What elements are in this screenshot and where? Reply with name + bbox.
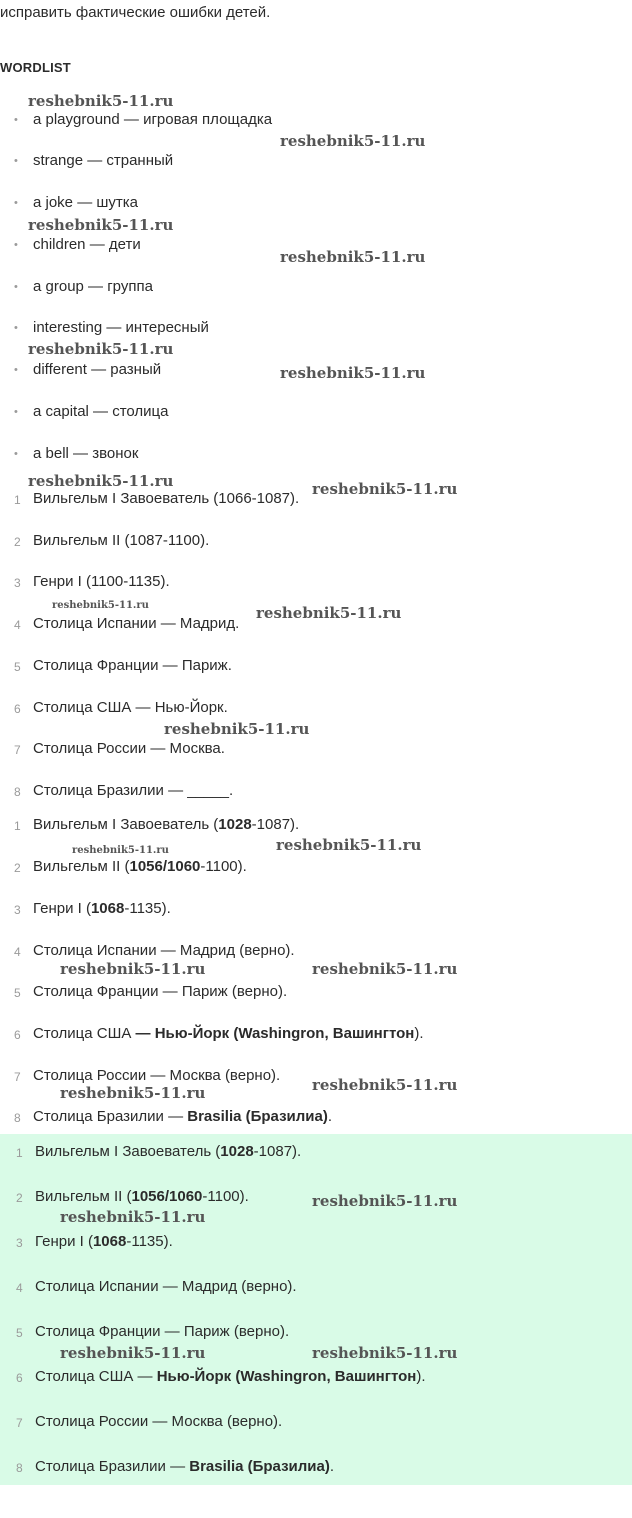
answer-number: 1 xyxy=(16,1146,23,1160)
watermark: reshebnik5-11.ru xyxy=(28,472,174,490)
fact-text: Столица Франции — Париж. xyxy=(33,657,232,674)
watermark: reshebnik5-11.ru xyxy=(60,1084,206,1102)
wordlist-item: a group — группа xyxy=(33,278,153,295)
answer-number: 2 xyxy=(16,1191,23,1205)
watermark: reshebnik5-11.ru xyxy=(28,92,174,110)
watermark: reshebnik5-11.ru xyxy=(280,364,426,382)
watermark: reshebnik5-11.ru xyxy=(312,1344,458,1362)
watermark: reshebnik5-11.ru xyxy=(280,132,426,150)
bullet-icon: • xyxy=(14,114,18,126)
bullet-icon: • xyxy=(14,448,18,460)
fact-text: Столица России — Москва. xyxy=(33,740,225,757)
watermark: reshebnik5-11.ru xyxy=(60,960,206,978)
answer-text: Столица России — Москва (верно). xyxy=(35,1413,283,1430)
bullet-icon: • xyxy=(14,364,18,376)
intro-text: исправить фактические ошибки детей. xyxy=(0,4,271,21)
corrected-text: Столица США — Нью-Йорк (Washingron, Вашингтон). xyxy=(33,1025,424,1042)
answer-number: 7 xyxy=(16,1416,23,1430)
watermark: reshebnik5-11.ru xyxy=(312,960,458,978)
answer-number: 6 xyxy=(16,1371,23,1385)
fact-text: Столица Испании — Мадрид. xyxy=(33,615,240,632)
watermark: reshebnik5-11.ru xyxy=(256,604,402,622)
corrected-number: 1 xyxy=(14,819,21,833)
fact-text: Вильгельм I Завоеватель (1066-1087). xyxy=(33,490,300,507)
wordlist-item: a playground — игровая площадка xyxy=(33,111,273,128)
fact-number: 8 xyxy=(14,785,21,799)
fact-number: 5 xyxy=(14,660,21,674)
corrected-number: 2 xyxy=(14,861,21,875)
wordlist-item: a capital — столица xyxy=(33,403,169,420)
answer-text: Вильгельм II (1056/1060-1100). xyxy=(35,1188,249,1205)
corrected-number: 5 xyxy=(14,986,21,1000)
bullet-icon: • xyxy=(14,155,18,167)
corrected-text: Столица Бразилии — Brasilia (Бразилиа). xyxy=(33,1108,333,1125)
corrected-number: 6 xyxy=(14,1028,21,1042)
bullet-icon: • xyxy=(14,406,18,418)
fact-text: Столица США — Нью-Йорк. xyxy=(33,699,228,716)
corrected-number: 8 xyxy=(14,1111,21,1125)
corrected-number: 7 xyxy=(14,1070,21,1084)
watermark: reshebnik5-11.ru xyxy=(72,845,169,856)
answer-text: Столица США — Нью-Йорк (Washingron, Вашингтон). xyxy=(35,1368,426,1385)
corrected-text: Столица Франции — Париж (верно). xyxy=(33,983,288,1000)
fact-number: 3 xyxy=(14,576,21,590)
corrected-number: 3 xyxy=(14,903,21,917)
answer-text: Столица Франции — Париж (верно). xyxy=(35,1323,290,1340)
watermark: reshebnik5-11.ru xyxy=(280,248,426,266)
wordlist-item: a bell — звонок xyxy=(33,445,139,462)
watermark: reshebnik5-11.ru xyxy=(28,340,174,358)
watermark: reshebnik5-11.ru xyxy=(28,216,174,234)
answer-number: 8 xyxy=(16,1461,23,1475)
fact-number: 7 xyxy=(14,743,21,757)
fact-number: 1 xyxy=(14,493,21,507)
answer-text: Генри I (1068-1135). xyxy=(35,1233,173,1250)
fact-text: Столица Бразилии — _____. xyxy=(33,782,234,799)
bullet-icon: • xyxy=(14,239,18,251)
bullet-icon: • xyxy=(14,197,18,209)
bullet-icon: • xyxy=(14,281,18,293)
fact-number: 6 xyxy=(14,702,21,716)
watermark: reshebnik5-11.ru xyxy=(60,1344,206,1362)
fact-number: 4 xyxy=(14,618,21,632)
answer-number: 3 xyxy=(16,1236,23,1250)
corrected-text: Вильгельм I Завоеватель (1028-1087). xyxy=(33,816,300,833)
answer-text: Столица Испании — Мадрид (верно). xyxy=(35,1278,297,1295)
wordlist-item: children — дети xyxy=(33,236,141,253)
wordlist-title: WORDLIST xyxy=(0,60,71,75)
answer-number: 4 xyxy=(16,1281,23,1295)
answer-text: Вильгельм I Завоеватель (1028-1087). xyxy=(35,1143,302,1160)
watermark: reshebnik5-11.ru xyxy=(52,600,149,611)
wordlist-item: a joke — шутка xyxy=(33,194,138,211)
watermark: reshebnik5-11.ru xyxy=(312,480,458,498)
watermark: reshebnik5-11.ru xyxy=(60,1208,206,1226)
wordlist-item: strange — странный xyxy=(33,152,174,169)
corrected-text: Вильгельм II (1056/1060-1100). xyxy=(33,858,247,875)
fact-text: Генри I (1100-1135). xyxy=(33,573,170,590)
corrected-text: Столица России — Москва (верно). xyxy=(33,1067,281,1084)
corrected-text: Генри I (1068-1135). xyxy=(33,900,171,917)
answer-number: 5 xyxy=(16,1326,23,1340)
wordlist-item: interesting — интересный xyxy=(33,319,209,336)
watermark: reshebnik5-11.ru xyxy=(312,1192,458,1210)
wordlist-item: different — разный xyxy=(33,361,162,378)
watermark: reshebnik5-11.ru xyxy=(312,1076,458,1094)
fact-number: 2 xyxy=(14,535,21,549)
corrected-number: 4 xyxy=(14,945,21,959)
watermark: reshebnik5-11.ru xyxy=(164,720,310,738)
corrected-text: Столица Испании — Мадрид (верно). xyxy=(33,942,295,959)
watermark: reshebnik5-11.ru xyxy=(276,836,422,854)
fact-text: Вильгельм II (1087-1100). xyxy=(33,532,210,549)
answer-text: Столица Бразилии — Brasilia (Бразилиа). xyxy=(35,1458,335,1475)
bullet-icon: • xyxy=(14,322,18,334)
